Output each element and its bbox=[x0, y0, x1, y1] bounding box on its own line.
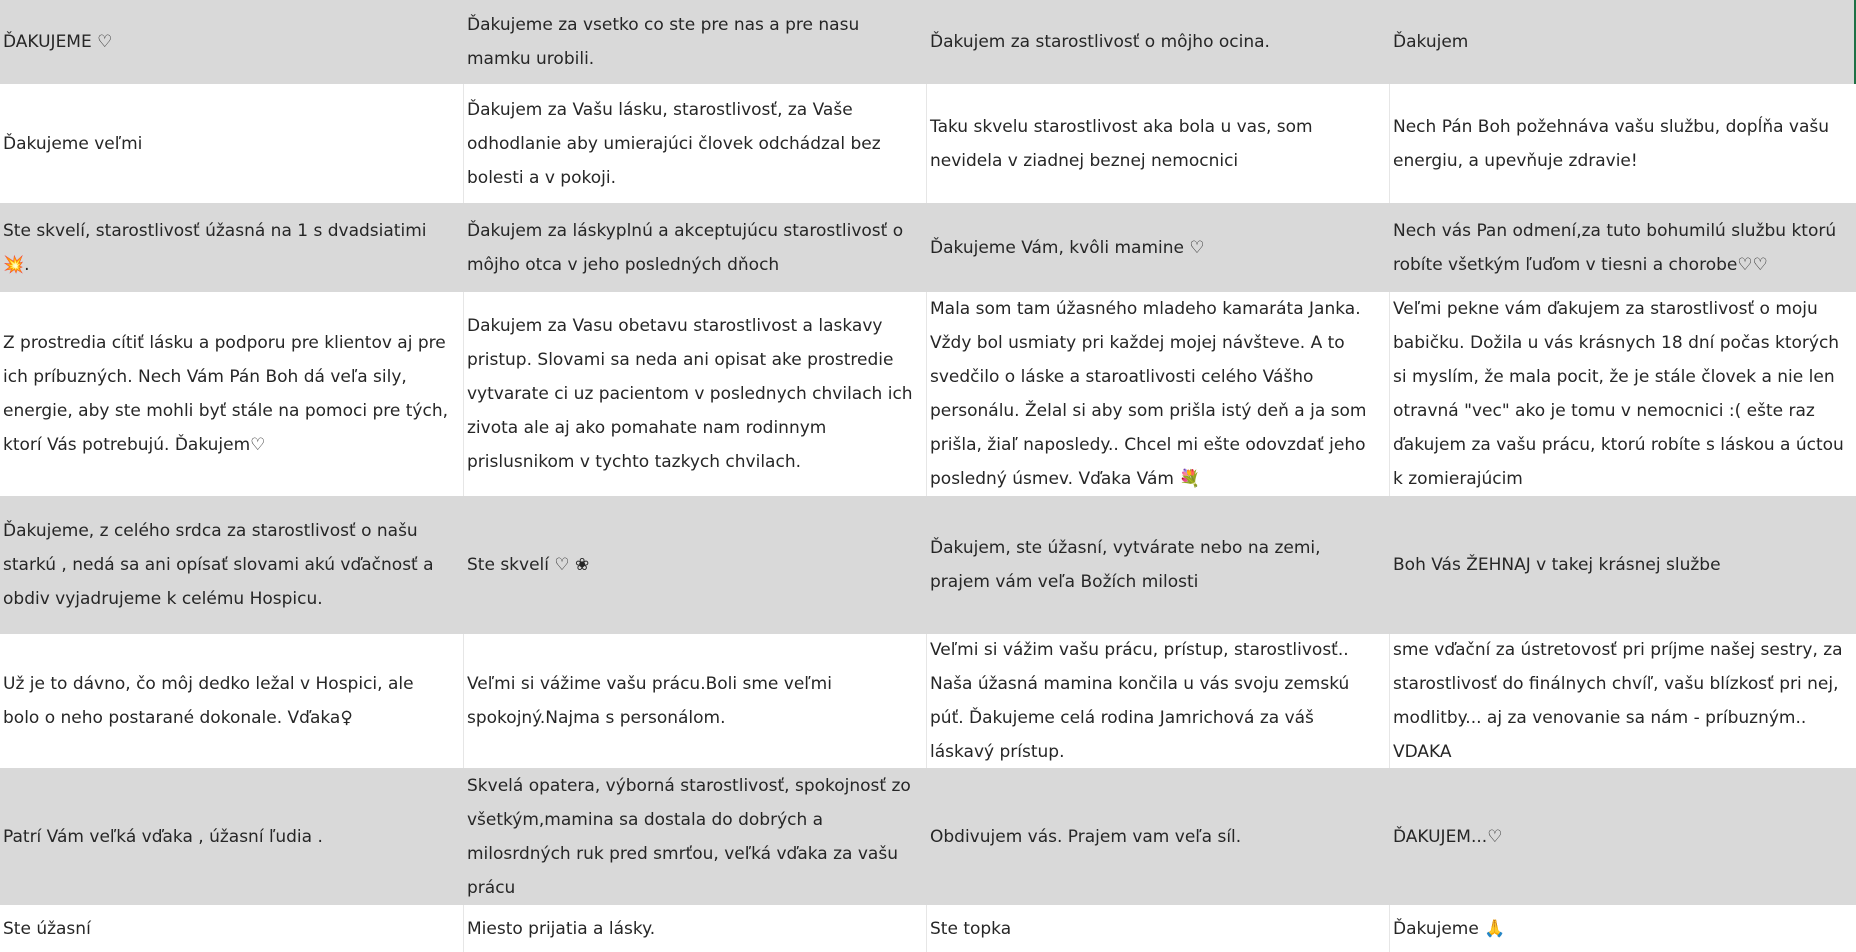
table-cell[interactable]: ĎAKUJEME ♡ bbox=[0, 0, 463, 84]
table-cell[interactable]: Veľmi si vážime vašu prácu.Boli sme veľmi spokojný.Najma s personálom. bbox=[463, 634, 926, 768]
table-cell[interactable]: Boh Vás ŽEHNAJ v takej krásnej službe bbox=[1389, 496, 1856, 634]
table-cell[interactable]: Ďakujeme veľmi bbox=[3, 133, 143, 154]
table-cell[interactable]: Veľmi pekne vám ďakujem za starostlivosť o moju babičku. Dožila u vás krásnych 18 dní počas ktorých si myslím, že mala pocit, že je stále človek a nie len otravná "vec" ako je tomu v nemocnici :( ešte raz ďakujem za vašu prácu, ktorú robíte s láskou a úctou k zomierajúcim bbox=[1389, 292, 1856, 496]
table-cell[interactable]: Ďakujem, ste úžasní, vytvárate nebo na zemi, prajem vám veľa Božích milosti bbox=[926, 496, 1389, 634]
table-cell[interactable]: Obdivujem vás. Prajem vam veľa síl. bbox=[926, 768, 1389, 905]
table-cell[interactable]: Ste skvelí, starostlivosť úžasná na 1 s dvadsiatimi 💥. bbox=[0, 203, 463, 292]
table-cell[interactable]: Ďakujeme 🙏 bbox=[1389, 905, 1856, 952]
table-cell[interactable]: Mala som tam úžasného mladeho kamaráta Janka. Vždy bol usmiaty pri každej mojej návšteve. A to svedčilo o láske a staroatlivosti celého Vášho personálu. Želal si aby som prišla istý deň a ja som prišla, žiaľ naposledy.. Chcel mi ešte odovzdať jeho posledný úsmev. Vďaka Vám 💐 bbox=[926, 292, 1389, 496]
table-cell[interactable]: Veľmi si vážim vašu prácu, prístup, starostlivosť.. Naša úžasná mamina končila u vás svoju zemskú púť. Ďakujeme celá rodina Jamrichová za váš láskavý prístup. bbox=[926, 634, 1389, 768]
table-cell[interactable]: Taku skvelu starostlivost aka bola u vas, som nevidela v ziadnej beznej nemocnici bbox=[926, 84, 1389, 203]
table-cell[interactable]: Ste skvelí ♡ ❀ bbox=[463, 496, 926, 634]
table-cell[interactable]: Patrí Vám veľká vďaka , úžasní ľudia . bbox=[0, 768, 463, 905]
table-cell[interactable]: Ďakujeme Vám, kvôli mamine ♡ bbox=[926, 203, 1389, 292]
table-cell[interactable]: ĎAKUJEM...♡ bbox=[1389, 768, 1856, 905]
table-cell[interactable]: Ste topka bbox=[926, 905, 1389, 952]
table-cell[interactable]: sme vďační za ústretovosť pri príjme našej sestry, za starostlivosť do finálnych chvíľ, vašu blízkosť pri nej, modlitby... aj za venovanie sa nám - príbuzným.. VDAKA bbox=[1389, 634, 1856, 768]
table-cell[interactable]: Ďakujem za Vašu lásku, starostlivosť, za Vaše odhodlanie aby umierajúci človek odchádzal bez bolesti a v pokoji. bbox=[463, 84, 926, 203]
table-cell[interactable]: Ďakujeme za vsetko co ste pre nas a pre nasu mamku urobili. bbox=[463, 0, 926, 84]
table-cell[interactable]: Nech vás Pan odmení,za tuto bohumilú službu ktorú robíte všetkým ľuďom v tiesni a chorobe♡♡ bbox=[1389, 203, 1856, 292]
table-cell[interactable]: Nech Pán Boh požehnáva vašu službu, dopĺňa vašu energiu, a upevňuje zdravie! bbox=[1389, 84, 1856, 203]
table-cell[interactable]: Ďakujem za láskyplnú a akceptujúcu starostlivosť o môjho otca v jeho posledných dňoch bbox=[463, 203, 926, 292]
table-cell[interactable]: Ste úžasní bbox=[3, 918, 91, 939]
table-cell[interactable]: Z prostredia cítiť lásku a podporu pre klientov aj pre ich príbuzných. Nech Vám Pán Boh dá veľa sily, energie, aby ste mohli byť stále na pomoci pre tých, ktorí Vás potrebujú. Ďakujem♡ bbox=[3, 333, 454, 455]
table-cell[interactable]: Miesto prijatia a lásky. bbox=[463, 905, 926, 952]
table-cell[interactable]: Ďakujeme, z celého srdca za starostlivosť o našu starkú , nedá sa ani opísať slovami akú vďačnosť a obdiv vyjadrujeme k celému Hospicu. bbox=[0, 496, 463, 634]
table-cell[interactable]: Dakujem za Vasu obetavu starostlivost a laskavy pristup. Slovami sa neda ani opisat ake prostredie vytvarate ci uz pacientom v poslednych chvilach ich zivota ale aj ako pomahate nam rodinnym prislusnikom v tychto tazkych chvilach. bbox=[463, 292, 926, 496]
table-cell[interactable]: Ďakujem bbox=[1389, 0, 1856, 84]
table-cell[interactable]: Skvelá opatera, výborná starostlivosť, spokojnosť zo všetkým,mamina sa dostala do dobrých a milosrdných ruk pred smrťou, veľká vďaka za vašu prácu bbox=[463, 768, 926, 905]
table-cell[interactable]: Ďakujem za starostlivosť o môjho ocina. bbox=[926, 0, 1389, 84]
table-cell[interactable]: Už je to dávno, čo môj dedko ležal v Hospici, ale bolo o neho postarané dokonale. Vďaka♀ bbox=[3, 674, 419, 728]
